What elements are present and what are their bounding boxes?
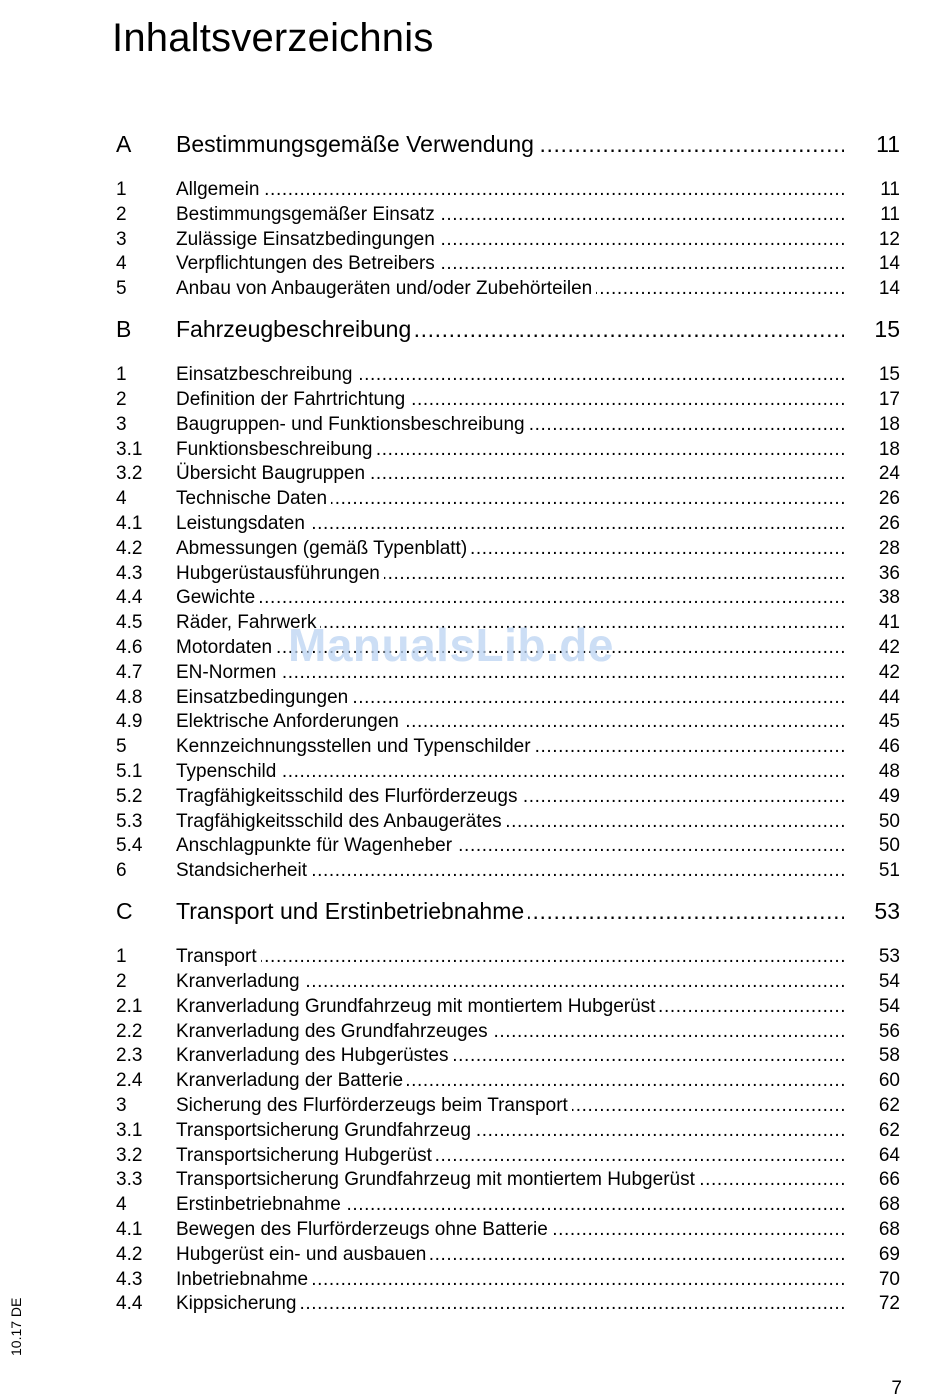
toc-number: 3.3 bbox=[116, 1169, 143, 1191]
toc-title-text: Funktionsbeschreibung bbox=[176, 439, 376, 460]
toc-number: 4.9 bbox=[116, 711, 143, 733]
toc-title bbox=[176, 1044, 844, 1068]
toc-title-text: Hubgerüstausführungen bbox=[176, 563, 384, 584]
toc-title bbox=[176, 277, 844, 301]
toc-page-number: 11 bbox=[880, 179, 900, 200]
toc-entry[interactable] bbox=[116, 228, 900, 252]
toc-title bbox=[176, 760, 844, 784]
toc-title bbox=[176, 1020, 844, 1044]
toc-number: 2.1 bbox=[116, 995, 143, 1017]
toc-title-text: Abmessungen (gemäß Typenblatt) bbox=[176, 538, 471, 559]
toc-title bbox=[176, 710, 844, 734]
toc-title-text: Kippsicherung bbox=[176, 1293, 300, 1314]
toc-title bbox=[176, 1292, 844, 1316]
toc-page-number: 60 bbox=[878, 1070, 900, 1092]
toc-title-text: EN-Normen bbox=[176, 662, 280, 683]
toc-entry[interactable] bbox=[116, 735, 900, 759]
toc-entry[interactable] bbox=[116, 1069, 900, 1093]
toc-title bbox=[176, 1193, 844, 1217]
toc-entry[interactable] bbox=[116, 562, 900, 586]
toc-page-number: 70 bbox=[878, 1268, 900, 1290]
toc-title bbox=[176, 363, 844, 387]
toc-page-number: 49 bbox=[878, 785, 900, 807]
toc-entry[interactable] bbox=[116, 686, 900, 710]
toc-page-number: 50 bbox=[878, 835, 900, 857]
toc-entry[interactable] bbox=[116, 834, 900, 858]
toc-number: 1 bbox=[116, 946, 127, 968]
toc-page-number: 69 bbox=[878, 1243, 900, 1265]
toc-page-number: 42 bbox=[878, 661, 900, 683]
toc-page-number: 51 bbox=[878, 860, 900, 882]
toc-title-text: Allgemein bbox=[176, 179, 263, 200]
toc-entry[interactable] bbox=[116, 1218, 900, 1242]
toc-entry[interactable] bbox=[116, 252, 900, 276]
toc-title bbox=[176, 252, 844, 276]
toc-title-text: Definition der Fahrtrichtung bbox=[176, 389, 409, 410]
toc-entry[interactable] bbox=[116, 1168, 900, 1192]
toc-title bbox=[176, 228, 844, 252]
toc-page-number: 54 bbox=[878, 995, 900, 1017]
toc-number: 2 bbox=[116, 203, 127, 225]
toc-title-text: Sicherung des Flurförderzeugs beim Transport bbox=[176, 1095, 572, 1116]
toc-title bbox=[176, 562, 844, 586]
toc-title-text: Standsicherheit bbox=[176, 860, 311, 881]
toc-page-number: 18 bbox=[878, 438, 900, 460]
toc-title-text: Kranverladung Grundfahrzeug mit montiertem Hubgerüst bbox=[176, 996, 659, 1017]
page-title: Inhaltsverzeichnis bbox=[112, 16, 434, 60]
toc-page-number: 48 bbox=[878, 761, 900, 782]
toc-page-number: 11 bbox=[880, 203, 900, 225]
toc-title-text: Elektrische Anforderungen bbox=[176, 711, 403, 732]
toc-entry[interactable] bbox=[116, 760, 900, 784]
toc-page-number: 66 bbox=[878, 1169, 900, 1191]
toc-number: 1 bbox=[116, 179, 127, 200]
toc-entry[interactable] bbox=[116, 859, 900, 883]
toc-entry[interactable] bbox=[116, 1292, 900, 1316]
toc-title bbox=[176, 203, 844, 227]
toc-entry[interactable] bbox=[116, 810, 900, 834]
toc-title-text: Kranverladung des Hubgerüstes bbox=[176, 1045, 453, 1066]
toc-title-text: Tragfähigkeitsschild des Flurförderzeugs bbox=[176, 786, 521, 807]
toc-entry[interactable] bbox=[116, 388, 900, 412]
toc-page-number: 62 bbox=[878, 1095, 900, 1116]
toc-title bbox=[176, 438, 844, 462]
toc-page-number: 68 bbox=[878, 1219, 900, 1240]
toc-title-text: Bewegen des Flurförderzeugs ohne Batterie bbox=[176, 1219, 552, 1240]
toc-entry[interactable] bbox=[116, 1044, 900, 1068]
toc-number: 3.1 bbox=[116, 1119, 143, 1141]
toc-number: B bbox=[116, 316, 132, 343]
toc-entry[interactable] bbox=[116, 462, 900, 486]
toc-page-number: 24 bbox=[878, 463, 900, 485]
toc-number: C bbox=[116, 898, 133, 925]
toc-number: 5.2 bbox=[116, 785, 143, 807]
toc-page-number: 46 bbox=[878, 736, 900, 758]
toc-page-number: 64 bbox=[878, 1144, 900, 1166]
toc-title bbox=[176, 130, 844, 158]
toc-page-number: 62 bbox=[878, 1119, 900, 1141]
toc-page-number: 50 bbox=[878, 810, 900, 832]
toc-page-number: 15 bbox=[874, 316, 900, 343]
toc-title bbox=[176, 897, 844, 925]
toc-number: A bbox=[116, 131, 132, 157]
toc-title bbox=[176, 1069, 844, 1093]
page-number: 7 bbox=[891, 1378, 902, 1399]
toc-title bbox=[176, 512, 844, 536]
toc-number: 4.7 bbox=[116, 661, 143, 683]
toc-title bbox=[176, 1094, 844, 1118]
toc-number: 4 bbox=[116, 488, 127, 510]
toc-number: 5.3 bbox=[116, 810, 143, 832]
toc-page-number: 26 bbox=[878, 488, 900, 510]
toc-page-number: 17 bbox=[878, 389, 900, 410]
toc-entry[interactable] bbox=[116, 203, 900, 227]
toc-page-number: 54 bbox=[878, 971, 900, 992]
toc-entry[interactable] bbox=[116, 178, 900, 202]
toc-number: 4.4 bbox=[116, 1293, 143, 1315]
toc-page-number: 56 bbox=[878, 1020, 900, 1042]
toc-title bbox=[176, 178, 844, 202]
toc-number: 2.2 bbox=[116, 1020, 143, 1042]
toc-page-number: 58 bbox=[878, 1045, 900, 1067]
toc-entry[interactable] bbox=[116, 363, 900, 387]
toc-title-text: Transportsicherung Grundfahrzeug bbox=[176, 1120, 475, 1141]
toc-number: 1 bbox=[116, 364, 127, 386]
toc-title-text: Motordaten bbox=[176, 637, 276, 658]
toc-entry[interactable] bbox=[116, 413, 900, 437]
toc-title-text: Einsatzbedingungen bbox=[176, 687, 352, 708]
toc-title-text: Kranverladung bbox=[176, 971, 304, 992]
toc-title-text: Räder, Fahrwerk bbox=[176, 612, 320, 633]
toc-page-number: 14 bbox=[878, 278, 900, 300]
toc-title-text: Kranverladung der Batterie bbox=[176, 1070, 407, 1091]
toc-page-number: 68 bbox=[878, 1194, 900, 1216]
toc-page-number: 18 bbox=[878, 413, 900, 435]
toc-entry[interactable] bbox=[116, 1144, 900, 1168]
toc-number: 4.6 bbox=[116, 637, 143, 658]
toc-number: 3 bbox=[116, 413, 127, 435]
toc-number: 2.4 bbox=[116, 1070, 143, 1092]
toc-entry[interactable] bbox=[116, 1119, 900, 1143]
toc-entry[interactable] bbox=[116, 970, 900, 994]
toc-title bbox=[176, 1144, 844, 1168]
toc-title bbox=[176, 462, 844, 486]
watermark: ManualsLib.de bbox=[288, 619, 614, 671]
toc-number: 3.2 bbox=[116, 1144, 143, 1166]
toc-title bbox=[176, 586, 844, 610]
toc-entry[interactable] bbox=[116, 1094, 900, 1118]
toc-title bbox=[176, 686, 844, 710]
toc-title bbox=[176, 537, 844, 561]
toc-number: 4.2 bbox=[116, 537, 143, 559]
toc-title-text: Baugruppen- und Funktionsbeschreibung bbox=[176, 414, 529, 435]
toc-entry[interactable] bbox=[116, 438, 900, 462]
toc-number: 4 bbox=[116, 1194, 127, 1216]
toc-number: 4.8 bbox=[116, 686, 143, 708]
toc-number: 3 bbox=[116, 1095, 127, 1116]
toc-number: 2 bbox=[116, 971, 127, 992]
toc-title-text: Bestimmungsgemäße Verwendung bbox=[176, 131, 538, 157]
toc-page-number: 14 bbox=[878, 253, 900, 275]
toc-entry[interactable] bbox=[116, 945, 900, 969]
toc-number: 4.5 bbox=[116, 612, 143, 634]
toc-page-number: 26 bbox=[878, 513, 900, 534]
footer-document-code: 10.17 DE bbox=[8, 1297, 24, 1356]
toc-number: 5.4 bbox=[116, 835, 143, 857]
toc-title bbox=[176, 413, 844, 437]
toc-title-text: Fahrzeugbeschreibung bbox=[176, 316, 415, 342]
toc-page-number: 38 bbox=[878, 587, 900, 609]
toc-title-text: Transportsicherung Hubgerüst bbox=[176, 1145, 436, 1166]
toc-title-text: Transport und Erstinbetriebnahme bbox=[176, 898, 528, 924]
toc-title bbox=[176, 1119, 844, 1143]
toc-section[interactable] bbox=[116, 315, 900, 343]
toc-entry[interactable] bbox=[116, 1243, 900, 1267]
toc-section[interactable] bbox=[116, 897, 900, 925]
toc-entry[interactable] bbox=[116, 1193, 900, 1217]
toc-title-text: Kranverladung des Grundfahrzeuges bbox=[176, 1021, 492, 1042]
toc-number: 2.3 bbox=[116, 1045, 143, 1067]
toc-page-number: 44 bbox=[878, 686, 900, 708]
toc-entry[interactable] bbox=[116, 586, 900, 610]
toc-title-text: Anschlagpunkte für Wagenheber bbox=[176, 835, 456, 856]
toc-title-text: Erstinbetriebnahme bbox=[176, 1194, 345, 1215]
toc-page-number: 42 bbox=[878, 637, 900, 658]
toc-title bbox=[176, 859, 844, 883]
toc-page-number: 53 bbox=[874, 898, 900, 925]
toc-number: 5 bbox=[116, 736, 127, 758]
toc-title bbox=[176, 388, 844, 412]
toc-title bbox=[176, 810, 844, 834]
toc-title-text: Gewichte bbox=[176, 587, 259, 608]
toc-entry[interactable] bbox=[116, 710, 900, 734]
toc-title bbox=[176, 315, 844, 343]
toc-number: 4.3 bbox=[116, 1268, 143, 1290]
toc-number: 4.1 bbox=[116, 1219, 143, 1240]
toc-number: 4.4 bbox=[116, 587, 143, 609]
toc-title-text: Übersicht Baugruppen bbox=[176, 463, 369, 484]
toc-title bbox=[176, 735, 844, 759]
toc-page-number: 15 bbox=[878, 364, 900, 386]
toc-number: 2 bbox=[116, 389, 127, 410]
toc-entry[interactable] bbox=[116, 785, 900, 809]
toc-title-text: Inbetriebnahme bbox=[176, 1269, 312, 1290]
toc-page-number: 41 bbox=[878, 612, 900, 634]
toc-number: 5.1 bbox=[116, 761, 143, 782]
toc-page-number: 12 bbox=[878, 228, 900, 250]
toc-page-number: 53 bbox=[878, 946, 900, 968]
toc-title bbox=[176, 487, 844, 511]
toc-title-text: Technische Daten bbox=[176, 488, 331, 509]
toc-number: 3.2 bbox=[116, 463, 143, 485]
toc-entry[interactable] bbox=[116, 512, 900, 536]
toc-title-text: Anbau von Anbaugeräten und/oder Zubehörteilen bbox=[176, 278, 596, 299]
toc-page-number: 72 bbox=[878, 1293, 900, 1315]
toc-page-number: 11 bbox=[876, 131, 900, 157]
toc-title-text: Transport bbox=[176, 946, 261, 967]
toc-number: 4 bbox=[116, 253, 127, 275]
toc-title bbox=[176, 1218, 844, 1242]
toc-title-text: Einsatzbeschreibung bbox=[176, 364, 356, 385]
toc-entry[interactable] bbox=[116, 1020, 900, 1044]
toc-number: 4.1 bbox=[116, 513, 143, 534]
toc-number: 4.3 bbox=[116, 562, 143, 584]
toc-title-text: Typenschild bbox=[176, 761, 280, 782]
toc-entry[interactable] bbox=[116, 487, 900, 511]
toc-entry[interactable] bbox=[116, 537, 900, 561]
toc-title bbox=[176, 945, 844, 969]
toc-title-text: Kennzeichnungsstellen und Typenschilder bbox=[176, 736, 535, 757]
toc-number: 4.2 bbox=[116, 1243, 143, 1265]
toc-number: 5 bbox=[116, 278, 127, 300]
toc-page-number: 36 bbox=[878, 562, 900, 584]
toc-title-text: Tragfähigkeitsschild des Anbaugerätes bbox=[176, 811, 506, 832]
toc-section[interactable] bbox=[116, 130, 900, 158]
toc-page-number: 28 bbox=[878, 537, 900, 559]
toc-title-text: Leistungsdaten bbox=[176, 513, 309, 534]
toc-entry[interactable] bbox=[116, 277, 900, 301]
toc-title-text: Transportsicherung Grundfahrzeug mit montiertem Hubgerüst bbox=[176, 1169, 699, 1190]
toc-number: 3.1 bbox=[116, 438, 143, 460]
toc-title bbox=[176, 970, 844, 994]
toc-title-text: Zulässige Einsatzbedingungen bbox=[176, 229, 439, 250]
toc-title bbox=[176, 785, 844, 809]
toc-entry[interactable] bbox=[116, 1268, 900, 1292]
toc-title bbox=[176, 995, 844, 1019]
toc-title bbox=[176, 834, 844, 858]
toc-page-number: 45 bbox=[878, 711, 900, 733]
toc-number: 3 bbox=[116, 228, 127, 250]
toc-title bbox=[176, 1268, 844, 1292]
toc-entry[interactable] bbox=[116, 995, 900, 1019]
toc-title-text: Bestimmungsgemäßer Einsatz bbox=[176, 204, 439, 225]
toc-number: 6 bbox=[116, 860, 127, 882]
toc-title bbox=[176, 1243, 844, 1267]
toc-title-text: Verpflichtungen des Betreibers bbox=[176, 253, 439, 274]
toc-title-text: Hubgerüst ein- und ausbauen bbox=[176, 1244, 430, 1265]
toc-title bbox=[176, 1168, 844, 1192]
